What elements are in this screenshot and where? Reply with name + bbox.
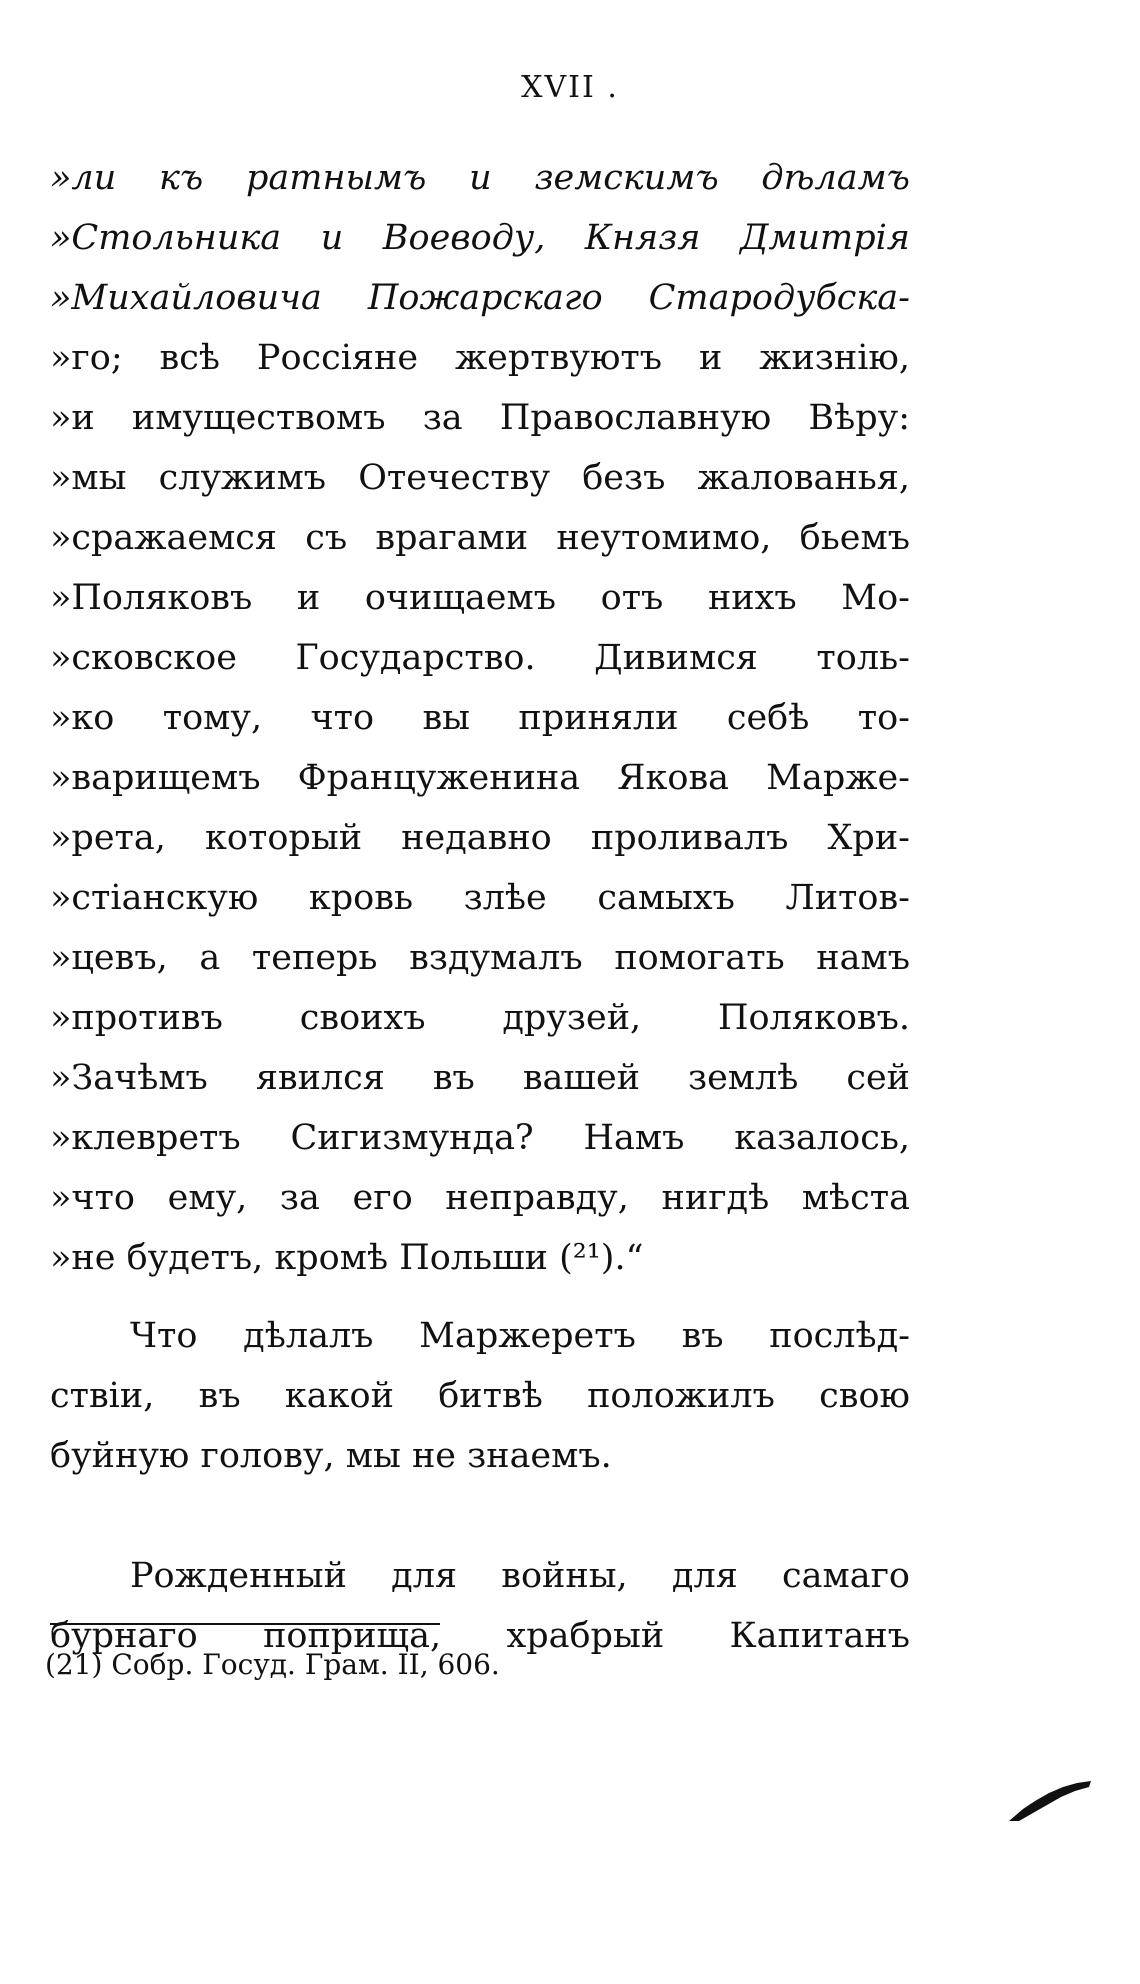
footnote: (21) Собр. Госуд. Грам. II, 606. xyxy=(45,1648,500,1681)
text-line: Рожденный для войны, для самаго xyxy=(130,1556,910,1596)
text-line: »цевъ, а теперь вздумалъ помогать намъ xyxy=(50,938,910,978)
text-line: »клевретъ Сигизмунда? Намъ казалось, xyxy=(50,1118,910,1158)
text-line: »Поляковъ и очищаемъ отъ нихъ Мо- xyxy=(50,578,910,618)
text-line: »мы служимъ Отечеству безъ жалованья, xyxy=(50,458,910,498)
text-line: »сковское Государство. Дивимся толь- xyxy=(50,638,910,678)
text-line: ствіи, въ какой битвѣ положилъ свою xyxy=(50,1376,910,1416)
text-line: »Стольника и Воеводу, Князя Дмитрія xyxy=(50,218,910,258)
text-line: »варищемъ Француженина Якова Марже- xyxy=(50,758,910,798)
text-line: »Михайловича Пожарскаго Стародубска- xyxy=(50,278,910,318)
text-line: »что ему, за его неправду, нигдѣ мѣста xyxy=(50,1178,910,1218)
text-line: »ли къ ратнымъ и земскимъ дѣламъ xyxy=(50,158,910,198)
body-text xyxy=(50,148,910,1666)
text-line: »Зачѣмъ явился въ вашей землѣ сей xyxy=(50,1058,910,1098)
text-line: »стіанскую кровь злѣе самыхъ Литов- xyxy=(50,878,910,918)
text-line: »ко тому, что вы приняли себѣ то- xyxy=(50,698,910,738)
text-line: »и имуществомъ за Православную Вѣру: xyxy=(50,398,910,438)
text-line: »противъ своихъ друзей, Поляковъ. xyxy=(50,998,910,1038)
text-line: бурнаго поприща, храбрый Капитанъ xyxy=(50,1616,910,1656)
quote-block xyxy=(50,148,910,1288)
text-line: »сражаемся съ врагами неутомимо, бьемъ xyxy=(50,518,910,558)
page-number: XVII . xyxy=(521,70,619,105)
paragraph xyxy=(50,1306,910,1486)
ink-smudge xyxy=(1005,1775,1095,1825)
text-line: буйную голову, мы не знаемъ. xyxy=(50,1436,612,1476)
text-line: »рета, который недавно проливалъ Хри- xyxy=(50,818,910,858)
text-line: »го; всѣ Россіяне жертвуютъ и жизнію, xyxy=(50,338,910,378)
text-line: Что дѣлалъ Маржеретъ въ послѣд- xyxy=(130,1316,910,1356)
text-line: »не будетъ, кромѣ Польши (²¹).“ xyxy=(50,1238,644,1278)
footnote-rule xyxy=(50,1623,440,1625)
